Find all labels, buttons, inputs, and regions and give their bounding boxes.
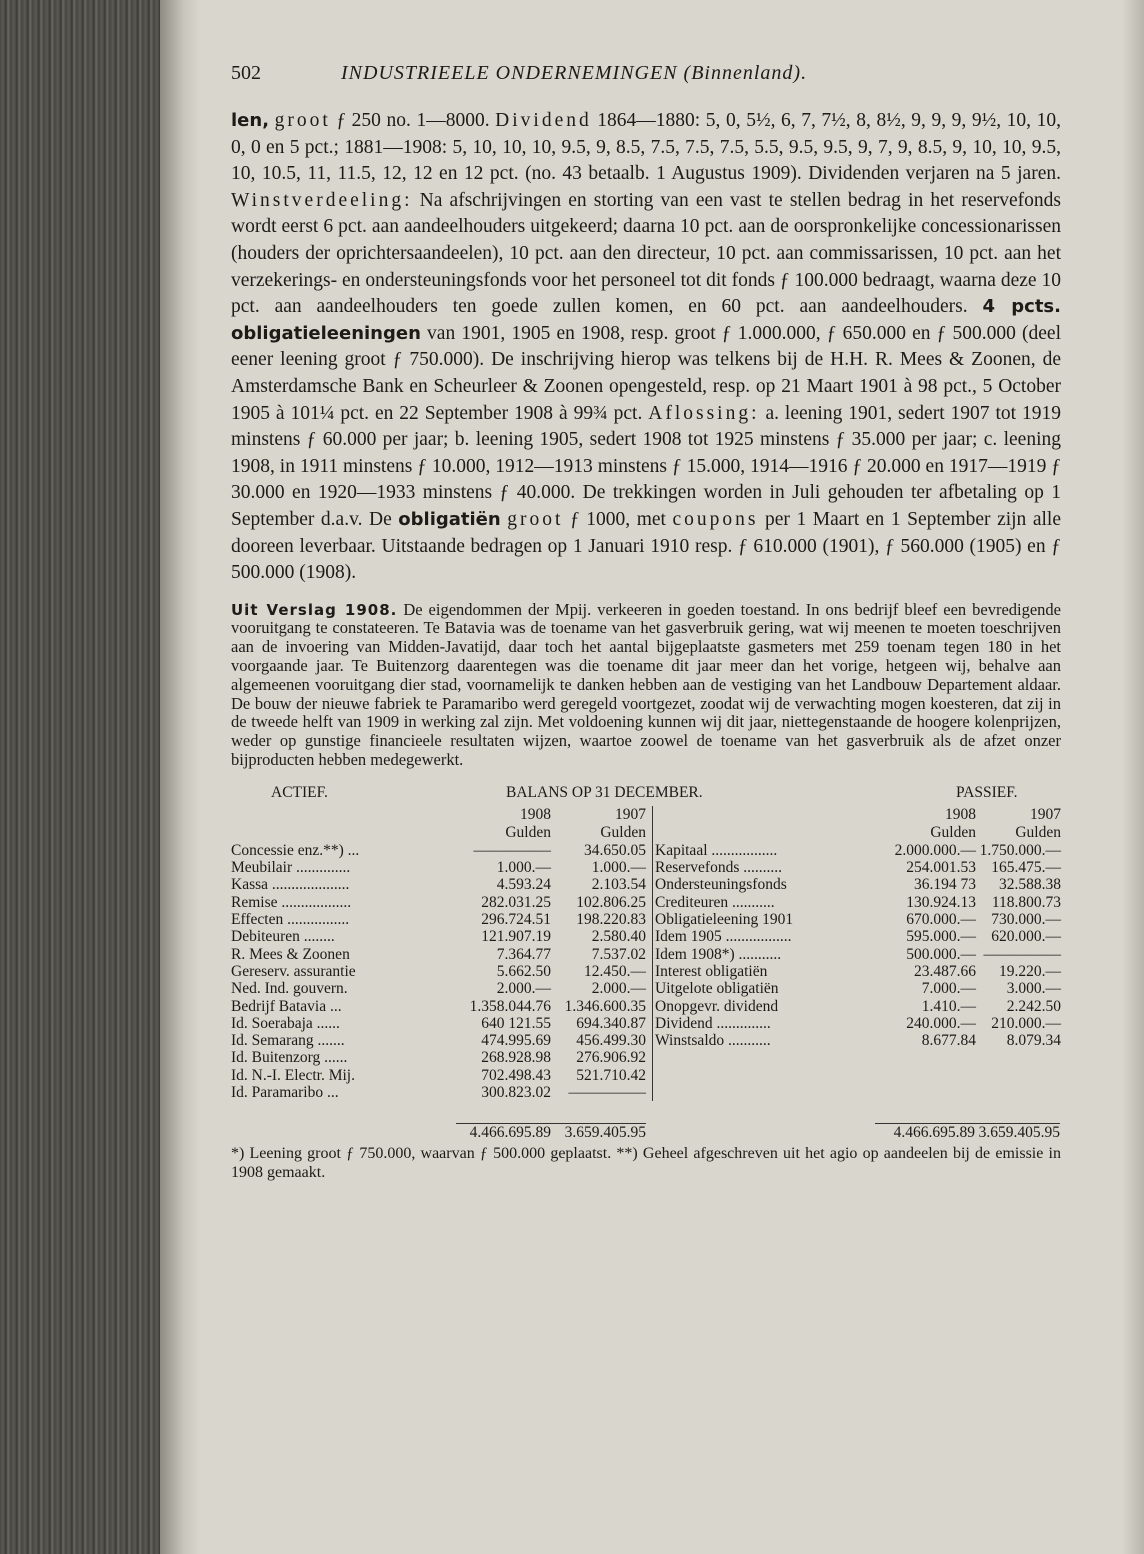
value-1907: 1.346.600.35 <box>564 997 646 1015</box>
value-1908: 500.000.— <box>906 945 976 963</box>
value-1907: 165.475.— <box>991 859 1061 877</box>
text-run: Na afschrijvingen en storting van een vast te stellen bedrag in het reservefonds wordt eerst 6 pct. aan aandeelhouders uitgekeerd; daarna 10 pct. aan de oorspronkelijke concessionarissen (houders der oprichtersaandeelen), 10 pct. aan den directeur, 10 pct. aan commissarissen, 10 pct. aan het verzekerings- en ondersteuningsfonds voor het personeel tot dit fonds ƒ 100.000 bedraagt, waarna deze 10 pct. aan aandeelhouders ten goede zullen komen, en 60 pct. aan aandeelhouders. <box>231 189 1061 318</box>
spaced-winstverdeeling: Winstverdeeling: <box>231 189 413 211</box>
footnote: *) Leening groot ƒ 750.000, waarvan ƒ 500.000 geplaatst. **) Geheel afgeschreven uit het agio op aandeelen bij de emissie in 1908 gemaakt. <box>231 1145 1061 1182</box>
balance-row <box>231 1032 646 1049</box>
row-label: Meubilair .............. <box>231 859 351 877</box>
balance-row <box>231 1049 646 1066</box>
balance-row <box>231 876 646 893</box>
spaced-dividend: Dividend <box>495 110 592 131</box>
row-label: Ondersteuningsfonds <box>655 876 787 894</box>
value-1907: 456.499.30 <box>576 1032 646 1050</box>
lead-word: len, <box>231 110 270 131</box>
value-1907: 2.242.50 <box>1006 997 1061 1015</box>
value-1908: 254.001.53 <box>906 859 976 877</box>
value-1908: 268.928.98 <box>481 1049 551 1067</box>
balance-row <box>655 859 1061 876</box>
value-1908: 121.907.19 <box>481 928 551 946</box>
balance-row <box>655 928 1061 945</box>
value-1908: 474.995.69 <box>481 1032 551 1050</box>
row-label: Gereserv. assurantie <box>231 962 356 980</box>
value-1907: 276.906.92 <box>576 1049 646 1067</box>
verslag-heading: Uit Verslag 1908. <box>231 600 398 619</box>
value-1907: 730.000.— <box>991 911 1061 929</box>
value-1908: 595.000.— <box>906 928 976 946</box>
value-1907: 7.537.02 <box>591 945 646 963</box>
year-header: 1908 <box>520 805 551 823</box>
unit-header: Gulden <box>505 823 551 841</box>
balance-row <box>655 998 1061 1015</box>
value-1908: 36.194 73 <box>914 876 976 894</box>
balance-totals <box>231 1123 1061 1142</box>
row-label: Onopgevr. dividend <box>655 997 779 1015</box>
text-run: ƒ 1000, met <box>563 508 673 530</box>
value-1907: 521.710.42 <box>576 1066 646 1084</box>
value-1908: 2.000.000.— <box>894 841 976 859</box>
value-1907: 3.000.— <box>1006 980 1061 998</box>
balance-row <box>231 1015 646 1032</box>
value-1907: 102.806.25 <box>576 893 646 911</box>
value-1908: 4.593.24 <box>496 876 551 894</box>
value-1908: 1.410.— <box>921 997 976 1015</box>
row-label: Kapitaal ................. <box>655 841 778 859</box>
row-label: Uitgelote obligatiën <box>655 980 779 998</box>
page-gutter <box>160 0 200 1554</box>
value-1907: 12.450.— <box>584 962 646 980</box>
row-label: Kassa .................... <box>231 876 350 894</box>
total-actief-1908: 4.466.695.89 <box>456 1123 551 1142</box>
row-label: Ned. Ind. gouvern. <box>231 980 348 998</box>
book-binding <box>0 0 160 1554</box>
company-description <box>231 108 1061 587</box>
balance-row <box>231 842 646 859</box>
paragraph-dividends <box>231 108 1061 587</box>
balance-header <box>231 784 1061 806</box>
unit-header: Gulden <box>600 823 646 841</box>
value-1908: 7.000.— <box>921 980 976 998</box>
value-1907: 118.800.73 <box>991 893 1061 911</box>
value-1908: ————— <box>473 841 551 859</box>
value-1907: 210.000.— <box>991 1014 1061 1032</box>
row-label: Id. N.-I. Electr. Mij. <box>231 1066 355 1084</box>
total-passief-1908: 4.466.695.89 <box>875 1123 975 1142</box>
spaced-groot: groot <box>274 110 331 131</box>
balance-row <box>655 1032 1061 1049</box>
row-label: Id. Semarang ....... <box>231 1032 345 1050</box>
value-1907: 19.220.— <box>999 962 1061 980</box>
bold-obligatien: obligatiën <box>398 508 501 530</box>
balance-row <box>231 1067 646 1084</box>
value-1907: 1.000.— <box>591 859 646 877</box>
value-1908: 240.000.— <box>906 1014 976 1032</box>
balance-row <box>231 946 646 963</box>
balance-title: BALANS OP 31 DECEMBER. <box>506 783 703 801</box>
value-1907: 2.103.54 <box>591 876 646 894</box>
value-1907: 620.000.— <box>991 928 1061 946</box>
row-label: Effecten ................ <box>231 911 350 929</box>
balance-row <box>231 928 646 945</box>
balance-row <box>655 876 1061 893</box>
actief-side <box>231 806 646 1101</box>
running-title: INDUSTRIEELE ONDERNEMINGEN (Binnenland). <box>341 62 808 84</box>
balance-row <box>231 859 646 876</box>
balance-row <box>655 894 1061 911</box>
value-1908: 5.662.50 <box>496 962 551 980</box>
value-1907: ————— <box>983 945 1061 963</box>
row-label: Id. Paramaribo ... <box>231 1084 339 1102</box>
balance-row <box>655 963 1061 980</box>
value-1908: 1.000.— <box>496 859 551 877</box>
value-1908: 7.364.77 <box>496 945 551 963</box>
balance-row <box>231 911 646 928</box>
value-1907: 8.079.34 <box>1006 1032 1061 1050</box>
page-header <box>231 50 1061 90</box>
value-1908: 300.823.02 <box>481 1084 551 1102</box>
balance-row <box>231 1084 646 1101</box>
year-header: 1908 <box>945 805 976 823</box>
text-run: van 1901, 1905 en 1908, resp. groot ƒ 1.000.000, ƒ 650.000 en ƒ 500.000 (deel eener leening groot ƒ 750.000). De inschrijving hierop was telkens bij de H.H. R. Mees & Zoonen, de Amsterdamsche Bank en Scheurleer & Zoonen opengesteld, resp. op 21 Maart 1901 à 98 pct., 5 October 1905 à 101¼ pct. en 22 September 1908 à 99¾ pct. <box>231 322 1061 424</box>
value-1908: 2.000.— <box>496 980 551 998</box>
balance-row <box>231 980 646 997</box>
value-1907: 2.580.40 <box>591 928 646 946</box>
balance-row <box>231 894 646 911</box>
row-label: Winstsaldo ........... <box>655 1032 771 1050</box>
value-1908: 23.487.66 <box>914 962 976 980</box>
balance-row <box>655 911 1061 928</box>
value-1908: 130.924.13 <box>906 893 976 911</box>
year-header: 1907 <box>615 805 646 823</box>
value-1908: 282.031.25 <box>481 893 551 911</box>
unit-header: Gulden <box>1015 823 1061 841</box>
balance-row <box>655 842 1061 859</box>
row-label: Id. Soerabaja ...... <box>231 1014 340 1032</box>
row-label: Interest obligatiën <box>655 962 768 980</box>
page <box>231 50 1061 1182</box>
value-1908: 296.724.51 <box>481 911 551 929</box>
row-label: Crediteuren ........... <box>655 893 775 911</box>
row-label: Dividend .............. <box>655 1014 771 1032</box>
value-1908: 1.358.044.76 <box>469 997 551 1015</box>
total-actief-1907: 3.659.405.95 <box>551 1123 646 1142</box>
bold-obligatieleeningen: 4 pcts. obligatieleeningen <box>231 296 1061 344</box>
row-label: Concessie enz.**) ... <box>231 841 360 859</box>
spaced-groot: groot <box>507 508 564 530</box>
value-1908: 702.498.43 <box>481 1066 551 1084</box>
value-1907: 2.000.— <box>591 980 646 998</box>
balance-row <box>655 946 1061 963</box>
row-label: Idem 1908*) ........... <box>655 945 782 963</box>
text-run: 1864—1880: 5, 0, 5½, 6, 7, 7½, 8, 8½, 9, 9, 9, 9½, 10, 10, 0, 0 en 5 pct.; 1881—1908: 5, 10, 10, 10, 9.5, 9, 8.5, 7.5, 7.5, 7.5, 5.5, 9.5, 9.5, 9, 7, 9, 8.5, 9, 10, 10, 9.5, 10, 10.5, 11, 11.5, 12, 12 en 12 pct. (no. 43 betaalb. 1 Augustus 1909). Dividenden verjaren na 5 jaren. <box>231 110 1062 185</box>
text-run: ƒ 250 no. 1—8000. <box>330 110 496 131</box>
spaced-aflossing: Aflossing: <box>648 402 760 424</box>
unit-header: Gulden <box>930 823 976 841</box>
value-1908: 670.000.— <box>906 911 976 929</box>
page-edge <box>1122 0 1144 1554</box>
balance-row <box>655 1015 1061 1032</box>
value-1908: 8.677.84 <box>921 1032 976 1050</box>
value-1907: 198.220.83 <box>576 911 646 929</box>
balance-sheet <box>231 784 1061 1182</box>
value-1907: 32.588.38 <box>999 876 1061 894</box>
text-run: a. leening 1901, sedert 1907 tot 1919 minstens ƒ 60.000 per jaar; b. leening 1905, sedert 1908 tot 1925 minstens ƒ 35.000 per jaar; c. leening 1908, in 1911 minstens ƒ 10.000, 1912—1913 minstens ƒ 15.000, 1914—1916 ƒ 20.000 en 1917—1919 ƒ 30.000 en 1920—1933 minstens ƒ 40.000. De trekkingen worden in Juli gehouden ter afbetaling op 1 September d.a.v. De <box>231 402 1062 530</box>
annual-report-excerpt <box>231 601 1061 770</box>
value-1907: 1.750.000.— <box>979 841 1061 859</box>
row-label: Debiteuren ........ <box>231 928 335 946</box>
year-header: 1907 <box>1030 805 1061 823</box>
page-number: 502 <box>231 62 261 84</box>
row-label: Remise .................. <box>231 893 352 911</box>
balance-row <box>231 963 646 980</box>
passief-label: PASSIEF. <box>956 783 1018 801</box>
balance-row <box>655 980 1061 997</box>
row-label: Bedrijf Batavia ... <box>231 997 342 1015</box>
row-label: Id. Buitenzorg ...... <box>231 1049 348 1067</box>
text-run: per 1 Maart en 1 September zijn alle dooreen leverbaar. Uitstaande bedragen op 1 Januari 1910 resp. ƒ 610.000 (1901), ƒ 560.000 (1905) en ƒ 500.000 (1908). <box>231 508 1061 584</box>
value-1908: 640 121.55 <box>481 1014 551 1032</box>
actief-label: ACTIEF. <box>271 783 328 801</box>
spaced-coupons: coupons <box>672 508 759 530</box>
row-label: R. Mees & Zoonen <box>231 945 350 963</box>
row-label: Obligatieleening 1901 <box>655 911 794 929</box>
balance-row <box>231 998 646 1015</box>
row-label: Idem 1905 ................. <box>655 928 792 946</box>
verslag-text: De eigendommen der Mpij. verkeeren in goeden toestand. In ons bedrijf bleef een bevredigende vooruitgang te constateeren. Te Batavia was de toename van het gasverbruik gering, wat wij meenen te moeten toeschrijven aan de invoering van Midden-Javatijd, daar toch het aantal bijgeplaatste gasmeters met 259 toenam tegen 180 in het voorgaande jaar. Te Buitenzorg daarentegen was die toename dit jaar meer dan het vorige, hetgeen wij, behalve aan algemeenen vooruitgang dier stad, voornamelijk te danken hebben aan de vestiging van het Landbouw Departement aldaar. De bouw der nieuwe fabriek te Paramaribo werd geregeld voortgezet, zoodat wij de verwachting mogen koesteren, dat zij in de tweede helft van 1909 in werking zal zijn. Met voldoening kunnen wij dit jaar, niettegenstaande de hoogere kolenprijzen, weder op gunstige financieele resultaten wijzen, waartoe zoowel de toename van het gasverbruik als de afzet onzer bijproducten hebben medegewerkt. <box>231 599 1062 770</box>
row-label: Reservefonds .......... <box>655 859 782 877</box>
passief-side <box>652 806 1061 1101</box>
total-passief-1907: 3.659.405.95 <box>975 1123 1060 1142</box>
value-1907: ————— <box>568 1084 646 1102</box>
value-1907: 34.650.05 <box>584 841 646 859</box>
value-1907: 694.340.87 <box>576 1014 646 1032</box>
